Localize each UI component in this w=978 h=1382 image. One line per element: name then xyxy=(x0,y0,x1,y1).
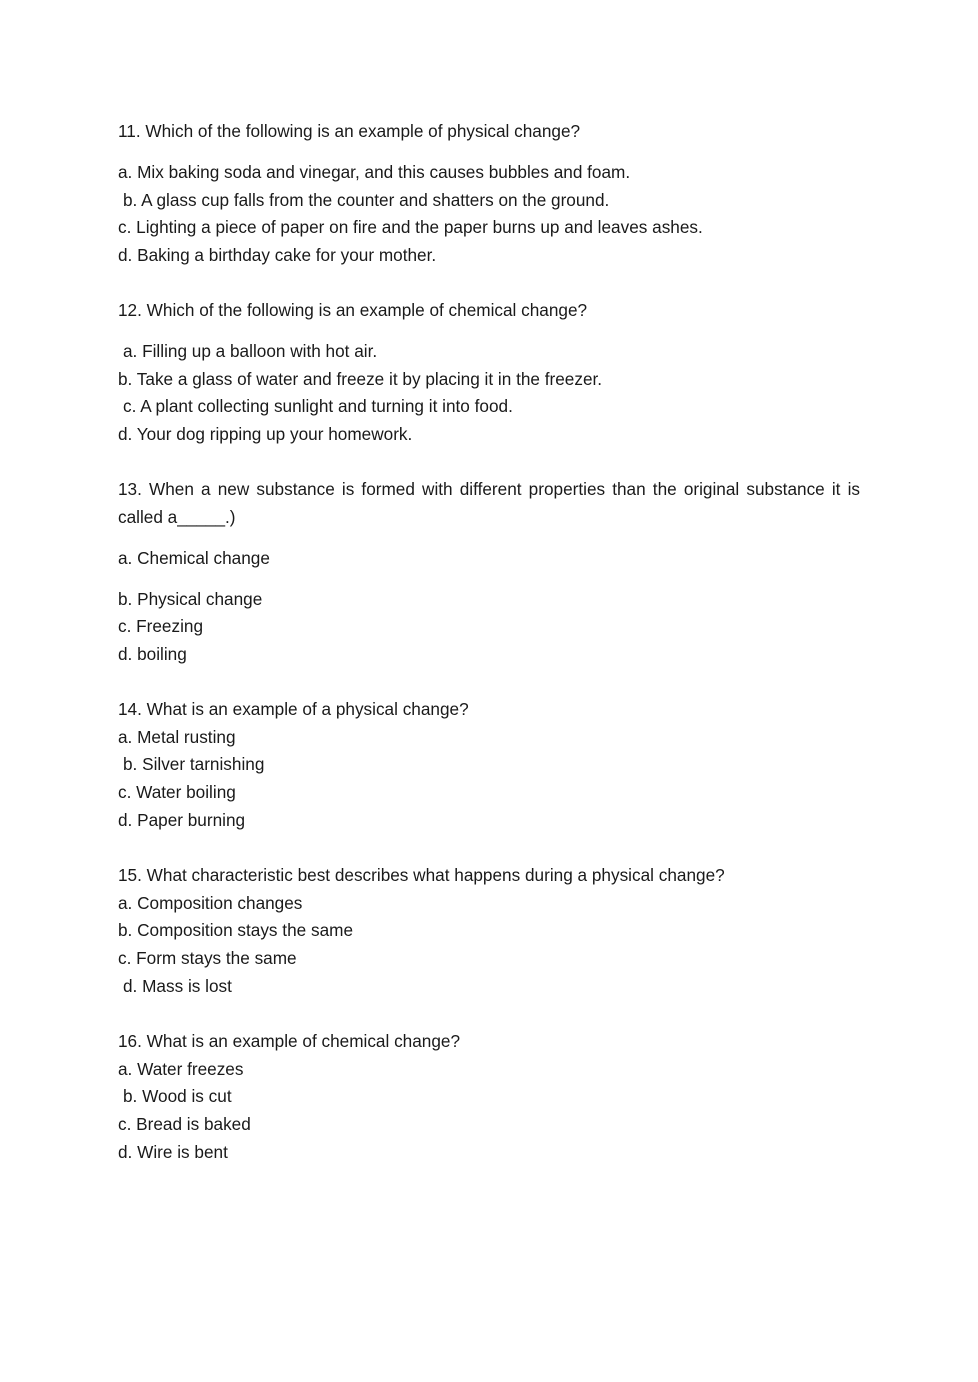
question-15-option-d: d. Mass is lost xyxy=(123,976,232,996)
question-15-option-a: a. Composition changes xyxy=(118,893,303,913)
question-16-option-d: d. Wire is bent xyxy=(118,1142,228,1162)
question-15-option-b: b. Composition stays the same xyxy=(118,920,354,940)
question-15-prompt: 15. What characteristic best describes what happens during a physical change? xyxy=(118,865,725,885)
question-12-option-b: b. Take a glass of water and freeze it by placing it in the freezer. xyxy=(118,369,603,389)
question-14-option-c: c. Water boiling xyxy=(118,782,236,802)
question-11-option-a: a. Mix baking soda and vinegar, and this causes bubbles and foam. xyxy=(118,162,631,182)
question-13-option-b: b. Physical change xyxy=(118,589,263,609)
question-14-option-b: b. Silver tarnishing xyxy=(123,754,265,774)
question-11-prompt: 11. Which of the following is an example of physical change? xyxy=(118,121,581,141)
question-13-option-a: a. Chemical change xyxy=(118,548,270,568)
question-11-option-d: d. Baking a birthday cake for your mother. xyxy=(118,245,437,265)
question-13-option-d: d. boiling xyxy=(118,644,187,664)
question-16-prompt: 16. What is an example of chemical change? xyxy=(118,1031,461,1051)
question-16-option-a: a. Water freezes xyxy=(118,1059,244,1079)
question-11-option-c: c. Lighting a piece of paper on fire and the paper burns up and leaves ashes. xyxy=(118,217,703,237)
question-16-option-c: c. Bread is baked xyxy=(118,1114,251,1134)
question-12-option-d: d. Your dog ripping up your homework. xyxy=(118,424,413,444)
question-11-option-b: b. A glass cup falls from the counter and shatters on the ground. xyxy=(123,190,610,210)
question-12-prompt: 12. Which of the following is an example of chemical change? xyxy=(118,300,588,320)
question-12-option-a: a. Filling up a balloon with hot air. xyxy=(123,341,378,361)
question-16-option-b: b. Wood is cut xyxy=(123,1086,232,1106)
question-13-prompt: 13. When a new substance is formed with different properties than the original substance it is called a_____.) xyxy=(118,479,860,527)
question-14-prompt: 14. What is an example of a physical change? xyxy=(118,699,469,719)
question-13-option-c: c. Freezing xyxy=(118,616,204,636)
question-15-option-c: c. Form stays the same xyxy=(118,948,297,968)
question-14-option-d: d. Paper burning xyxy=(118,810,246,830)
question-12-option-c: c. A plant collecting sunlight and turning it into food. xyxy=(123,396,513,416)
question-14-option-a: a. Metal rusting xyxy=(118,727,236,747)
